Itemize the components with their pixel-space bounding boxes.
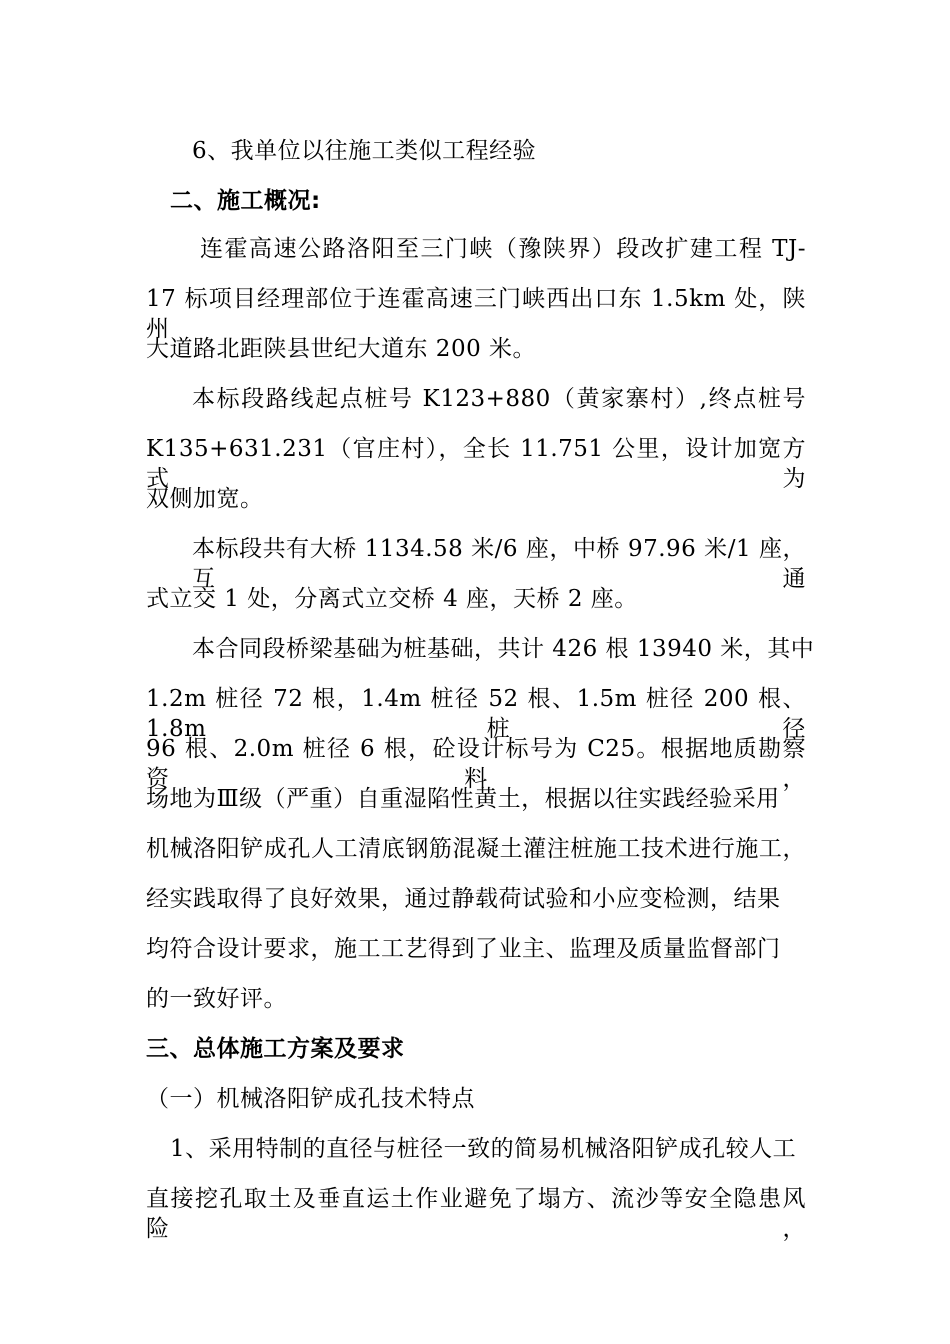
paragraph-line: 1、采用特制的直径与桩径一致的简易机械洛阳铲成孔较人工 bbox=[170, 1136, 797, 1162]
paragraph-line: 大道路北距陕县世纪大道东 200 米。 bbox=[146, 336, 537, 362]
paragraph-line: 式立交 1 处，分离式立交桥 4 座，天桥 2 座。 bbox=[146, 586, 638, 612]
paragraph-line: 96 根、2.0m 桩径 6 根，砼设计标号为 C25。根据地质勘察资料， bbox=[146, 736, 806, 792]
paragraph-line: 双侧加宽。 bbox=[146, 486, 264, 512]
paragraph-line: 经实践取得了良好效果，通过静载荷试验和小应变检测，结果 bbox=[146, 886, 781, 912]
paragraph-line: K135+631.231（官庄村），全长 11.751 公里，设计加宽方式为 bbox=[146, 436, 806, 492]
paragraph-line: 直接挖孔取土及垂直运土作业避免了塌方、流沙等安全隐患风险， bbox=[146, 1186, 806, 1242]
section-heading-2: 二、施工概况: bbox=[170, 188, 321, 214]
list-item-6: 6、我单位以往施工类似工程经验 bbox=[192, 138, 537, 164]
paragraph-line: 连霍高速公路洛阳至三门峡（豫陕界）段改扩建工程 TJ- bbox=[200, 236, 806, 262]
paragraph-line: 1.2m 桩径 72 根，1.4m 桩径 52 根、1.5m 桩径 200 根、1.8m 桩径 bbox=[146, 686, 806, 742]
paragraph-line: 本标段路线起点桩号 K123+880（黄家寨村）,终点桩号 bbox=[192, 386, 806, 412]
paragraph-line: 本合同段桥梁基础为桩基础，共计 426 根 13940 米，其中 bbox=[192, 636, 815, 662]
paragraph-line: 本标段共有大桥 1134.58 米/6 座，中桥 97.96 米/1 座，互通 bbox=[192, 536, 806, 592]
paragraph-line: 场地为Ⅲ级（严重）自重湿陷性黄土，根据以往实践经验采用 bbox=[146, 786, 780, 812]
paragraph-line: 17 标项目经理部位于连霍高速三门峡西出口东 1.5km 处，陕州 bbox=[146, 286, 806, 342]
subsection-heading: （一）机械洛阳铲成孔技术特点 bbox=[146, 1086, 475, 1112]
paragraph-line: 机械洛阳铲成孔人工清底钢筋混凝土灌注桩施工技术进行施工， bbox=[146, 836, 806, 862]
paragraph-line: 的一致好评。 bbox=[146, 986, 287, 1012]
paragraph-line: 均符合设计要求，施工工艺得到了业主、监理及质量监督部门 bbox=[146, 936, 781, 962]
section-heading-3: 三、总体施工方案及要求 bbox=[146, 1036, 405, 1062]
